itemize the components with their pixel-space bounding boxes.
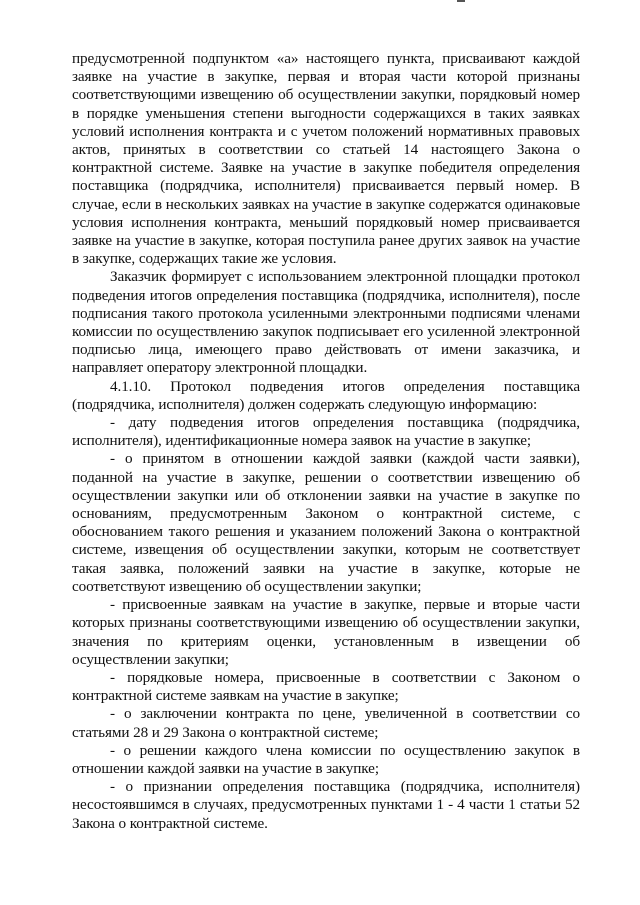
list-item-criteria: - присвоенные заявкам на участие в закупке, первые и вторые части которых признаны соответствующими извещению об осуществлении закупки, значения по критериям оценки, установленным в извещении об осуществлении закупки; <box>72 596 580 668</box>
list-item-failed: - о признании определения поставщика (подрядчика, исполнителя) несостоявшимся в случаях, предусмотренных пунктами 1 - 4 части 1 статьи 52 Закона о контрактной системе. <box>72 778 580 832</box>
paragraph-2: Заказчик формирует с использованием электронной площадки протокол подведения итогов определения поставщика (подрядчика, исполнителя), после подписания такого протокола усиленными электронными подписями членами комиссии по осуществлению закупок подписывает его усиленной электронной подписью лица, имеющего право действовать от имени заказчика, и направляет оператору электронной площадки. <box>72 268 580 377</box>
list-item-decision: - о принятом в отношении каждой заявки (каждой части заявки), поданной на участие в закупке, решении о соответствии извещению об осуществлении закупки или об отклонении заявки на участие в закупке по основаниям, предусмотренным Законом о контрактной системе, с обоснованием такого решения и указанием положений Закона о контрактной системе, извещения об осуществлении закупки, которым не соответствует такая заявка, положений заявки на участие в закупке, которые не соответствуют извещению об осуществлении закупки; <box>72 450 580 595</box>
list-item-commission: - о решении каждого члена комиссии по осуществлению закупок в отношении каждой заявки на участие в закупке; <box>72 741 580 777</box>
document-page <box>72 50 580 833</box>
scan-mark <box>457 0 465 2</box>
list-item-price: - о заключении контракта по цене, увеличенной в соответствии со статьями 28 и 29 Закона о контрактной системе; <box>72 705 580 741</box>
list-item-numbers: - порядковые номера, присвоенные в соответствии с Законом о контрактной системе заявкам на участие в закупке; <box>72 668 580 705</box>
list-item-date: - дату подведения итогов определения поставщика (подрядчика, исполнителя), идентификационные номера заявок на участие в закупке; <box>72 414 580 450</box>
paragraph-1: предусмотренной подпунктом «а» настоящего пункта, присваивают каждой заявке на участие в закупке, первая и вторая части которой признаны соответствующими извещению об осуществлении закупки, порядковый номер в порядке уменьшения степени выгодности содержащихся в таких заявках условий исполнения контракта и с учетом положений нормативных правовых актов, принятых в соответствии со статьей 14 настоящего Закона о контрактной системе. Заявке на участие в закупке победителя определения поставщика (подрядчика, исполнителя) присваивается первый номер. В случае, если в нескольких заявках на участие в закупке содержатся одинаковые условия исполнения контракта, меньший порядковый номер присваивается заявке на участие в закупке, которая поступила ранее других заявок на участие в закупке, содержащих такие же условия. <box>72 50 580 268</box>
section-4-1-10: 4.1.10. Протокол подведения итогов определения поставщика (подрядчика, исполнителя) должен содержать следующую информацию: <box>72 377 580 413</box>
